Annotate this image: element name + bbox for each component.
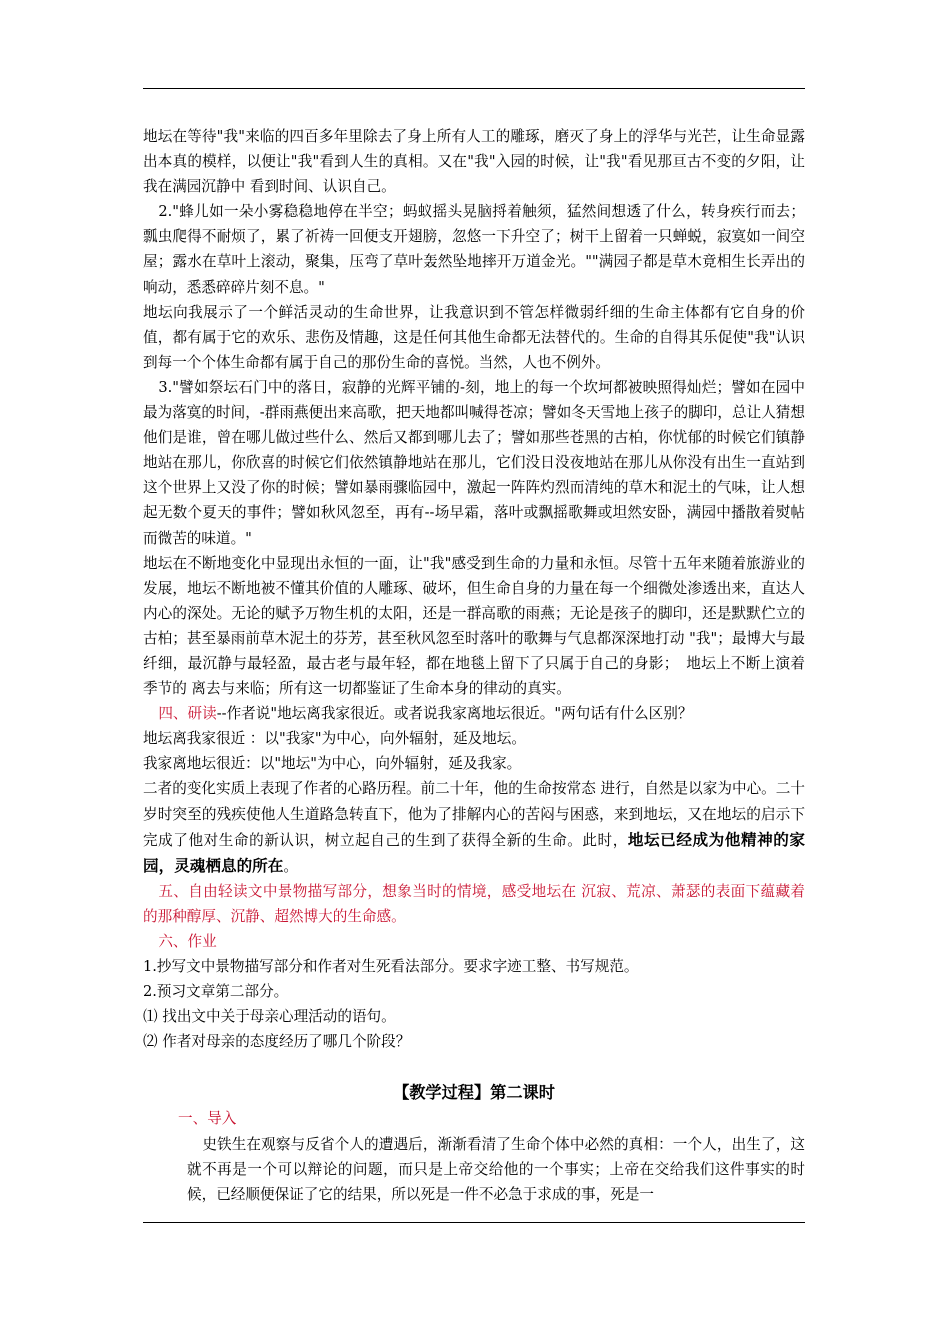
p8-main: 二者的变化实质上表现了作者的心路历程。前二十年，他的生命按常态 进行，自然是以家为中心。二十岁时突至的残疾使他人生道路急转直下，他为了排解内心的苦闷与困惑，来到地坛，又在地坛的启示下完成了他对生命的新认识，树立起自己的生到了获得全新的生命。此时，: [143, 780, 805, 849]
quote-3: 3."譬如祭坛石门中的落日，寂静的光辉平铺的-刻，地上的每一个坎坷都被映照得灿烂；譬如在园中最为落寞的时间，-群雨燕便出来高歌，把天地都叫喊得苍凉；譬如冬天雪地上孩子的脚印，总让人猜想他们是谁，曾在哪儿做过些什么、然后又都到哪儿去了；譬如那些苍黑的古柏，你忧郁的时候它们镇静地站在那儿，你欣喜的时候它们依然镇静地站在那儿，它们没日没夜地站在那儿从你没有出生一直站到这个世界上又没了你的时候；譬如暴雨骤临园中，激起一阵阵灼烈而清纯的草木和泥土的气味，让人想起无数个夏天的事件；譬如秋风忽至，再有--场早霜，落叶或飘摇歌舞或坦然安卧，满园中播散着熨帖而微苦的味道。": [143, 378, 805, 547]
lesson-2-title: 【教学过程】第二课时: [393, 1083, 555, 1103]
section-5: 五、自由轻读文中景物描写部分，想象当时的情境，感受地坛在 沉寂、荒凉、萧瑟的表面下蕴藏着的那种醇厚、沉静、超然博大的生命感。: [143, 882, 805, 925]
section-6-heading: 六、作业: [158, 933, 217, 950]
footer-rule: [143, 1222, 805, 1223]
homework-1: 1.抄写文中景物描写部分和作者对生死看法部分。要求字迹工整、书写规范。: [143, 958, 639, 976]
paragraph-p8: [143, 776, 805, 878]
p8-emphasis: 地坛已经成为他精神的家园，灵魂栖息的所在: [143, 829, 805, 875]
document-body: [143, 124, 805, 1207]
paragraph-p3: 地坛向我展示了一个鲜活灵动的生命世界，让我意识到不管怎样微弱纤细的生命主体都有它自身的价值，都有属于它的欢乐、悲伤及情趣，这是任何其他生命都无法替代的。生命的自得其乐促使"我"认识到每一个个体生命都有属于自己的那份生命的喜悦。当然，人也不例外。: [143, 303, 805, 371]
paragraph-p1: 地坛在等待"我"来临的四百多年里除去了身上所有人工的雕琢，磨灭了身上的浮华与光芒，让生命显露出本真的模样，以便让"我"看到人生的真相。又在"我"入园的时候，让"我"看见那亘古不变的夕阳，让我在满园沉静中 看到时间、认识自己。: [143, 128, 805, 196]
section-4-label: 四、研读: [158, 705, 217, 723]
paragraph-p6: 地坛离我家很近 ：以"我家"为中心，向外辐射，延及地坛。: [143, 730, 526, 748]
homework-2-item-1: ⑴ 找出文中关于母亲心理活动的语句。: [143, 1008, 396, 1026]
homework-2-item-2: ⑵ 作者对母亲的态度经历了哪几个阶段？: [143, 1033, 411, 1051]
paragraph-p5: 地坛在不断地变化中显现出永恒的一面，让"我"感受到生命的力量和永恒。尽管十五年来随着旅游业的发展，地坛不断地被不懂其价值的人雕琢、破坏，但生命自身的力量在每一个细微处渗透出来，直达人内心的深处。无论的赋予万物生机的太阳，还是一群高歌的雨燕；无论是孩子的脚印，还是默默伫立的古柏；甚至暴雨前草木泥土的芬芳，甚至秋风忽至时落叶的歌舞与气息都深深地打动 "我"；最博大与最纤细，最沉静与最轻盈，最古老与最年轻，都在地毯上留下了只属于自己的身影； 地坛上不断上演着季节的 离去与来临；所有这一切都鉴证了生命本身的律动的真实。: [143, 554, 805, 698]
p8-end: 。: [283, 857, 298, 875]
section-4-heading: [143, 701, 805, 726]
homework-2: 2.预习文章第二部分。: [143, 983, 289, 1001]
paragraph-p7: 我家离地坛很近：以"地坛"为中心，向外辐射，延及我家。: [143, 755, 522, 773]
quote-2: 2."蜂儿如一朵小雾稳稳地停在半空；蚂蚁摇头晃脑捋着触须，猛然间想透了什么，转身疾行而去；瓢虫爬得不耐烦了，累了祈祷一回便支开翅膀，忽悠一下升空了；树干上留着一只蝉蜕，寂寞如一间空屋；露水在草叶上滚动，聚集，压弯了草叶轰然坠地摔开万道金光。""满园子都是草木竟相生长弄出的响动，悉悉碎碎片刻不息。": [143, 203, 805, 296]
section-4-question: --作者说"地坛离我家很近。或者说我家离地坛很近。"两句话有什么区别？: [216, 705, 693, 723]
intro-text: 史铁生在观察与反省个人的遭遇后，渐渐看清了生命个体中必然的真相：一个人，出生了，这就不再是一个可以辩论的问题，而只是上帝交给他的一个事实；上帝在交给我们这件事实的时候，已经顺便保证了它的结果，所以死是一件不必急于求成的事，死是一: [187, 1135, 805, 1203]
header-rule: [143, 88, 805, 89]
intro-heading: 一、导入: [178, 1110, 237, 1128]
